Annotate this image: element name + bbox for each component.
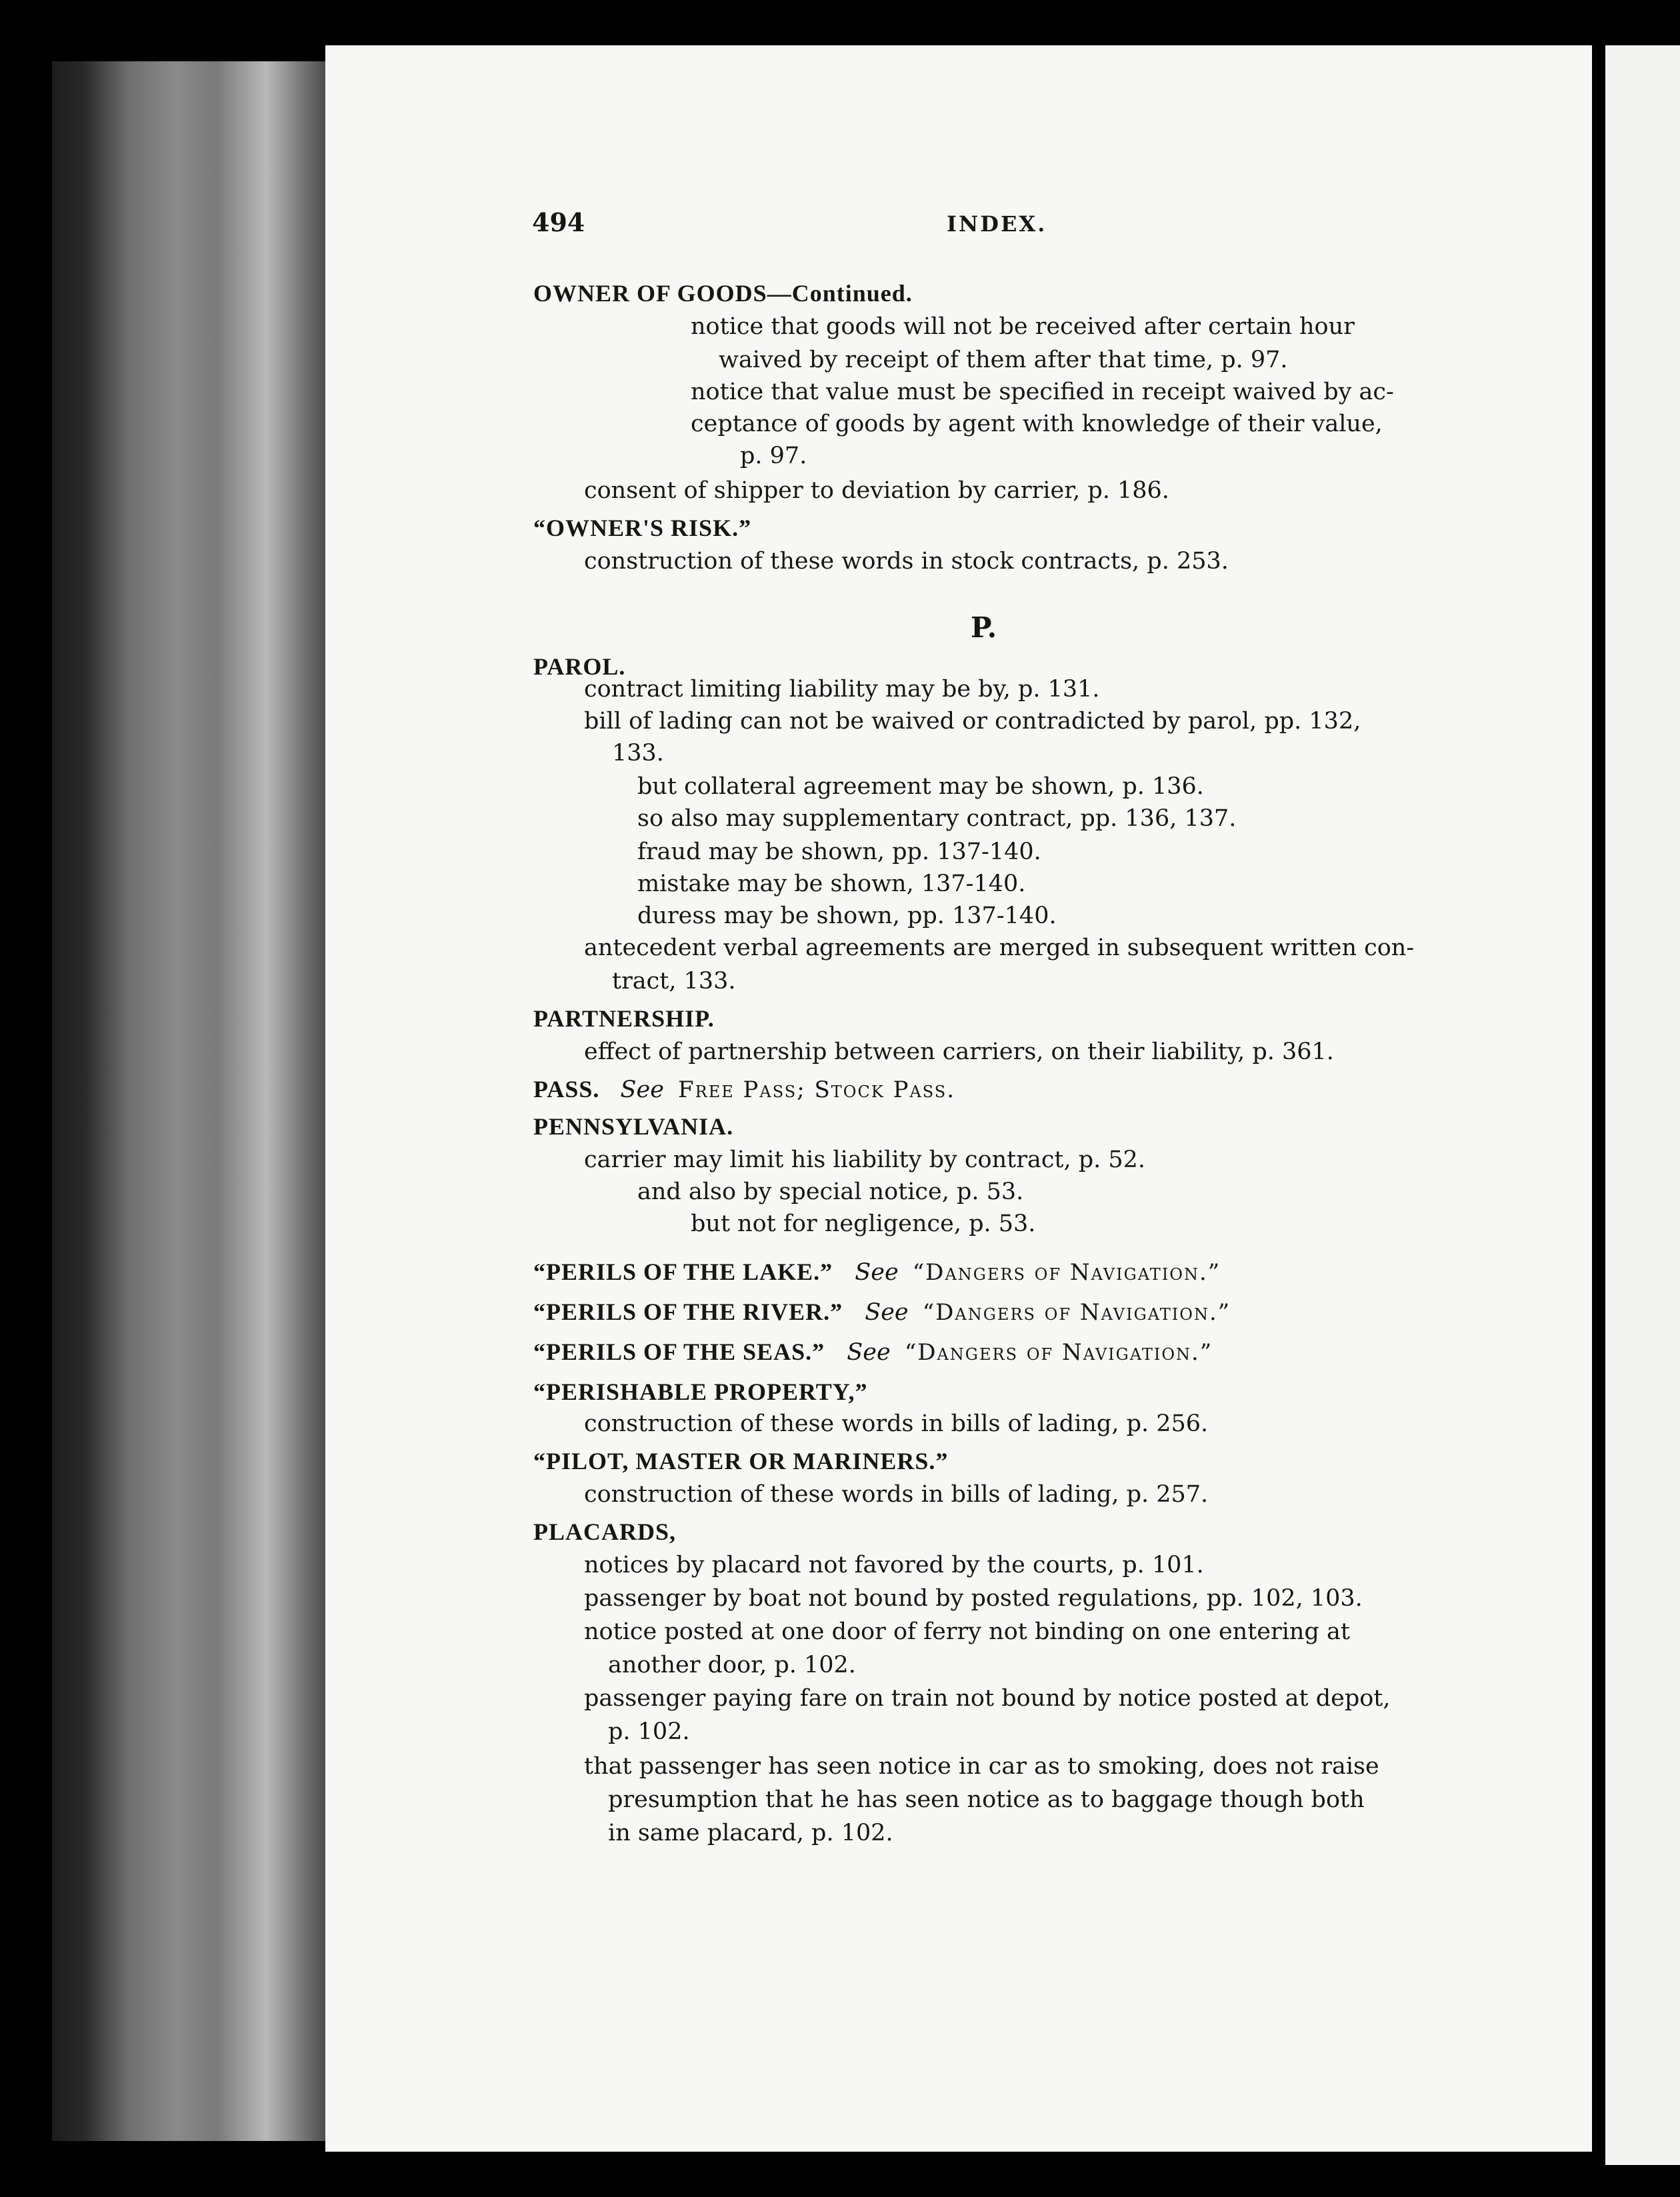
index-heading: “PERILS OF THE SEAS.” [533,1338,825,1365]
index-heading-row [533,1337,1213,1367]
index-heading-row [533,1297,1231,1327]
index-heading: “PERILS OF THE RIVER.” [533,1298,843,1325]
index-entry: fraud may be shown, pp. 137-140. [637,839,1041,865]
index-heading: PASS. [533,1076,600,1102]
see-reference: See [865,1299,909,1326]
see-reference: See [620,1077,664,1103]
index-entry: consent of shipper to deviation by carrier, p. 186. [584,477,1169,504]
page-gutter-shadow [1592,45,1605,2165]
index-entry: notice posted at one door of ferry not binding on one entering at [584,1618,1350,1645]
index-entry: mistake may be shown, 137-140. [637,871,1026,897]
index-entry: notices by placard not favored by the courts, p. 101. [584,1552,1204,1578]
index-entry: p. 102. [608,1718,690,1745]
see-reference: See [847,1339,891,1366]
index-heading: PLACARDS, [533,1518,677,1545]
cross-reference: “Dangers of Navigation.” [922,1299,1231,1326]
index-heading: “PERISHABLE PROPERTY,” [533,1378,868,1405]
index-entry: bill of lading can not be waived or contradicted by parol, pp. 132, [584,708,1361,735]
index-entry: antecedent verbal agreements are merged in subsequent written con- [584,935,1415,961]
index-entry: construction of these words in bills of lading, p. 257. [584,1481,1209,1508]
section-letter: P. [971,611,997,644]
index-entry: construction of these words in stock contracts, p. 253. [584,548,1229,575]
book-spine [52,61,327,2141]
index-entry: waived by receipt of them after that time, p. 97. [719,347,1288,373]
facing-page-edge [1605,45,1680,2165]
index-heading: OWNER OF GOODS—Continued. [533,280,913,307]
index-entry: notice that value must be specified in receipt waived by ac- [691,379,1394,405]
index-entry: effect of partnership between carriers, on their liability, p. 361. [584,1039,1334,1065]
index-entry: p. 97. [740,443,807,469]
index-entry: and also by special notice, p. 53. [637,1178,1024,1205]
see-reference: See [855,1259,899,1286]
index-entry: in same placard, p. 102. [608,1820,893,1846]
index-entry: duress may be shown, pp. 137-140. [637,903,1057,929]
index-entry: presumption that he has seen notice as to baggage though both [608,1786,1365,1813]
index-entry: but not for negligence, p. 53. [691,1210,1036,1237]
index-entry: passenger by boat not bound by posted regulations, pp. 102, 103. [584,1585,1363,1612]
index-entry: another door, p. 102. [608,1652,856,1678]
index-heading: PARTNERSHIP. [533,1005,715,1032]
index-heading: PAROL. [533,653,626,680]
index-entry: that passenger has seen notice in car as to smoking, does not raise [584,1753,1379,1780]
index-entry: so also may supplementary contract, pp. 136, 137. [637,805,1237,832]
index-entry: passenger paying fare on train not bound by notice posted at depot, [584,1685,1391,1712]
cross-reference: “Dangers of Navigation.” [912,1259,1221,1286]
index-entry: carrier may limit his liability by contract, p. 52. [584,1146,1146,1173]
index-entry: tract, 133. [612,968,736,995]
index-heading: PENNSYLVANIA. [533,1113,734,1140]
cross-reference: “Dangers of Navigation.” [904,1339,1213,1366]
index-heading-row [533,1075,955,1104]
index-heading: “PILOT, MASTER OR MARINERS.” [533,1448,949,1474]
index-entry: contract limiting liability may be by, p. 131. [584,676,1100,703]
index-heading: “OWNER'S RISK.” [533,515,752,541]
index-heading-row [533,1257,1221,1287]
index-entry: 133. [612,740,664,767]
index-entry: notice that goods will not be received after certain hour [691,313,1355,340]
index-entry: but collateral agreement may be shown, p. 136. [637,773,1204,800]
running-title: INDEX. [947,211,1047,237]
index-entry: ceptance of goods by agent with knowledge of their value, [691,411,1383,437]
index-heading: “PERILS OF THE LAKE.” [533,1258,833,1285]
index-entry: construction of these words in bills of lading, p. 256. [584,1410,1209,1437]
page-number: 494 [532,207,585,237]
cross-reference: Free Pass; Stock Pass. [678,1077,956,1103]
